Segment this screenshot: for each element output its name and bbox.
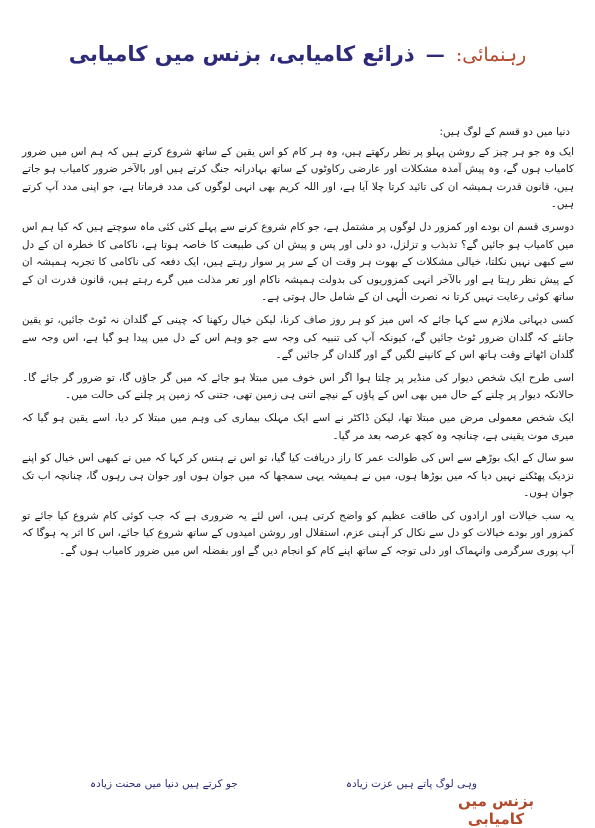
paragraph-2: دوسری قسم ان بودے اور کمزور دل لوگوں پر مشتمل ہے، جو کام شروع کرنے سے پہلے کئی کئی ماہ سوچتے ہیں کہ کیا ہم اس میں کامیاب ہو جائیں گے؟ تذبذب و تزلزل، دو دلی اور پس و پیش ان کی طبیعت کا خاصہ ہوتا ہے، ناکامی کا خطرہ ان کے دل سے کبھی نہیں نکلتا، خیالی مشکلات کے بھوت ہر وقت ان کے سر پر سوار رہتے ہیں، ایک دفعہ کی ناکامی کا تجربہ ہمیشہ ان کے پیش نظر رہتا ہے اور بالآخر انہی کمزوریوں کی بدولت ہمیشہ ناکام اور تعر مذلت میں گرے رہتے ہیں، قانون قدرت ان کے ساتھ کوئی رعایت نہیں کرتا نہ نصرت الٰہی ان کے شامل حال ہوتی ہے۔ — [22, 220, 574, 304]
title-dash: — — [425, 44, 445, 66]
paragraph-3: کسی دیہاتی ملازم سے کہا جائے کہ اس میز کو ہر روز صاف کرنا، لیکن خیال رکھنا کہ چینی کے گلدان نہ ٹوٹ جائیں، تو یقین جانئے کہ گلدان ضرور ٹوٹ جائیں گے، کیونکہ آپ کی تنبیہ کی وجہ سے جو وہم اس کے دل میں پیدا ہو گیا ہے، اس وجہ سے گلدان اٹھاتے وقت ہاتھ اس کے کانپنے لگیں گے اور گلدان گر جائیں گے۔ — [22, 313, 574, 362]
paragraph-6: سو سال کے ایک بوڑھے سے اس کی طوالت عمر کا راز دریافت کیا گیا، تو اس نے ہنس کر کہا کہ میں نے کبھی اس خیال کو اپنے نزدیک پھٹکنے نہیں دیا کہ میں بوڑھا ہوں، میں نے ہمیشہ یہی سمجھا کہ میں جوان ہوں اور جوان ہی رہوں گا، چنانچہ اب تک جوان ہوں۔ — [22, 452, 574, 500]
article-body — [22, 124, 574, 566]
title-label: رہنمائی: — [455, 44, 527, 66]
couplet-line-2: جو کرتے ہیں دنیا میں محنت زیادہ — [90, 778, 238, 790]
couplet-line-1: وہی لوگ پاتے ہیں عزت زیادہ — [345, 778, 477, 790]
paragraph-1: ایک وہ جو ہر چیز کے روشن پہلو پر نظر رکھتے ہیں، وہ ہر کام کو اس یقین کے ساتھ شروع کرتے ہیں کہ ہم اس میں ضرور کامیاب ہوں گے، وہ پیش آمدہ مشکلات اور عارضی رکاوٹوں کے ساتھ بہادرانہ جنگ کرتے ہیں اور بالآخر ضرور کامیاب ہو جاتے ہیں، قانون قدرت ہمیشہ ان کی تائید کرتا چلا آیا ہے، اور اللہ کریم بھی انہی لوگوں کی مدد فرماتا ہے، جو اپنی مدد آپ کرتے ہیں۔ — [22, 145, 574, 211]
article-intro: دنیا میں دو قسم کے لوگ ہیں: — [439, 126, 570, 138]
page-title — [0, 42, 595, 90]
paragraph-7: یہ سب خیالات اور ارادوں کی طاقت عظیم کو واضح کرتی ہیں، اس لئے یہ ضروری ہے کہ جب کوئی کام شروع کیا جائے تو کمزور اور بودے خیالات کو دل سے نکال کر آہنی عزم، استقلال اور روشن امیدوں کے ساتھ شروع کیا جائے، اس کا اثر یہ ہوگا کہ آپ پوری سرگرمی وانہماک اور دلی توجہ کے ساتھ اپنے کام کو انجام دیں گے اور بفضلہ اس میں ضرور کامیاب ہوں گے۔ — [22, 509, 574, 558]
paragraph-5: ایک شخص معمولی مرض میں مبتلا تھا، لیکن ڈاکٹر نے اسے ایک مہلک بیماری کی وہم میں مبتلا کر دیا، اسے یقین ہو گیا کہ میری موت یقینی ہے، چنانچہ وہ کچھ عرصہ بعد مر گیا۔ — [22, 411, 574, 442]
section-footer-label: بزنس میں کامیابی — [458, 792, 534, 828]
title-main: ذرائع کامیابی، بزنس میں کامیابی — [68, 42, 415, 66]
paragraph-4: اسی طرح ایک شخص دیوار کی منڈیر پر چلتا ہوا اگر اس خوف میں مبتلا ہو جائے کہ میں گر جاؤں گا، تو ضرور گر جائے گا۔ حالانکہ دیوار پر چلنے کے حال میں بھی اس کے پاؤں کے نیچے اتنی ہی زمین تھی، جتنی کہ زمین پر چلنے کی حالت میں۔ — [22, 371, 574, 402]
